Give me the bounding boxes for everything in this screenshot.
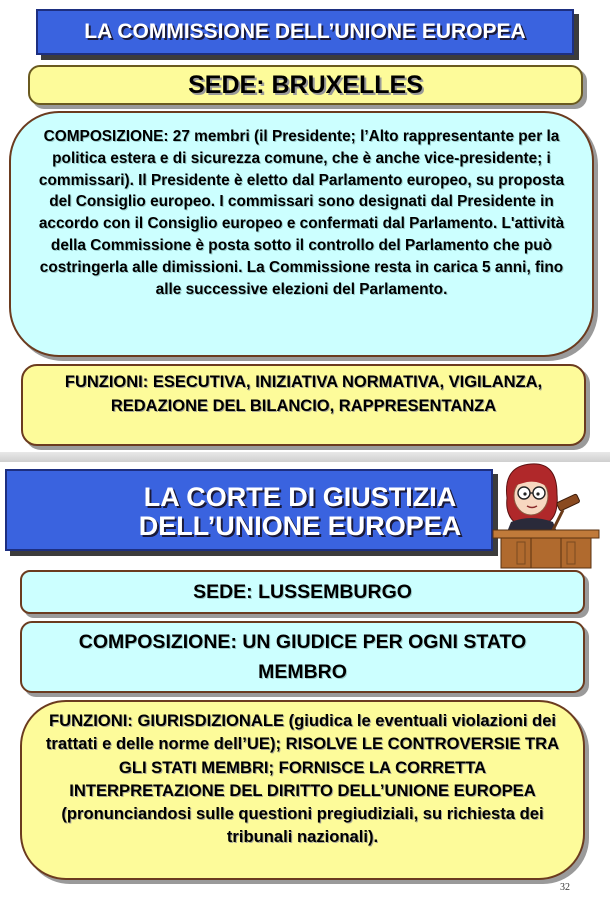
- commissione-title: LA COMMISSIONE DELL’UNIONE EUROPEA: [36, 9, 574, 55]
- judge-icon: [487, 458, 605, 570]
- corte-funzioni: FUNZIONI: GIURISDIZIONALE (giudica le eventuali violazioni dei trattati e delle norme dell’UE); RISOLVE LE CONTROVERSIE TRA GLI STATI MEMBRI; FORNISCE LA CORRETTA INTERPRETAZIONE DEL DIRITTO DELL’UNIONE EUROPEA (pronunciandosi sulle questioni pregiudiziali, su richiesta dei tribunali nazionali).: [20, 700, 585, 880]
- page-number: 32: [560, 882, 570, 893]
- corte-title-line1: LA CORTE DI GIUSTIZIA: [143, 482, 457, 512]
- corte-title-line2: DELL’UNIONE EUROPEA: [138, 511, 462, 541]
- commissione-funzioni: FUNZIONI: ESECUTIVA, INIZIATIVA NORMATIVA, VIGILANZA, REDAZIONE DEL BILANCIO, RAPPRESENTANZA: [21, 364, 586, 446]
- commissione-sede: SEDE: BRUXELLES: [28, 65, 583, 105]
- commissione-composizione: COMPOSIZIONE: 27 membri (il Presidente; l’Alto rappresentante per la politica estera e di sicurezza comune, che è anche vice-presidente; i commissari). Il Presidente è eletto dal Parlamento europeo, su proposta del Consiglio europeo. I commissari sono designati dal Presidente in accordo con il Consiglio europeo e confermati dal Parlamento. L'attività della Commissione è posta sotto il controllo del Parlamento che può costringerla alle dimissioni. La Commissione resta in carica 5 anni, fino alle successive elezioni del Parlamento.: [9, 111, 594, 357]
- corte-title: [5, 469, 493, 551]
- corte-composizione: COMPOSIZIONE: UN GIUDICE PER OGNI STATO MEMBRO: [20, 621, 585, 693]
- corte-sede: SEDE: LUSSEMBURGO: [20, 570, 585, 614]
